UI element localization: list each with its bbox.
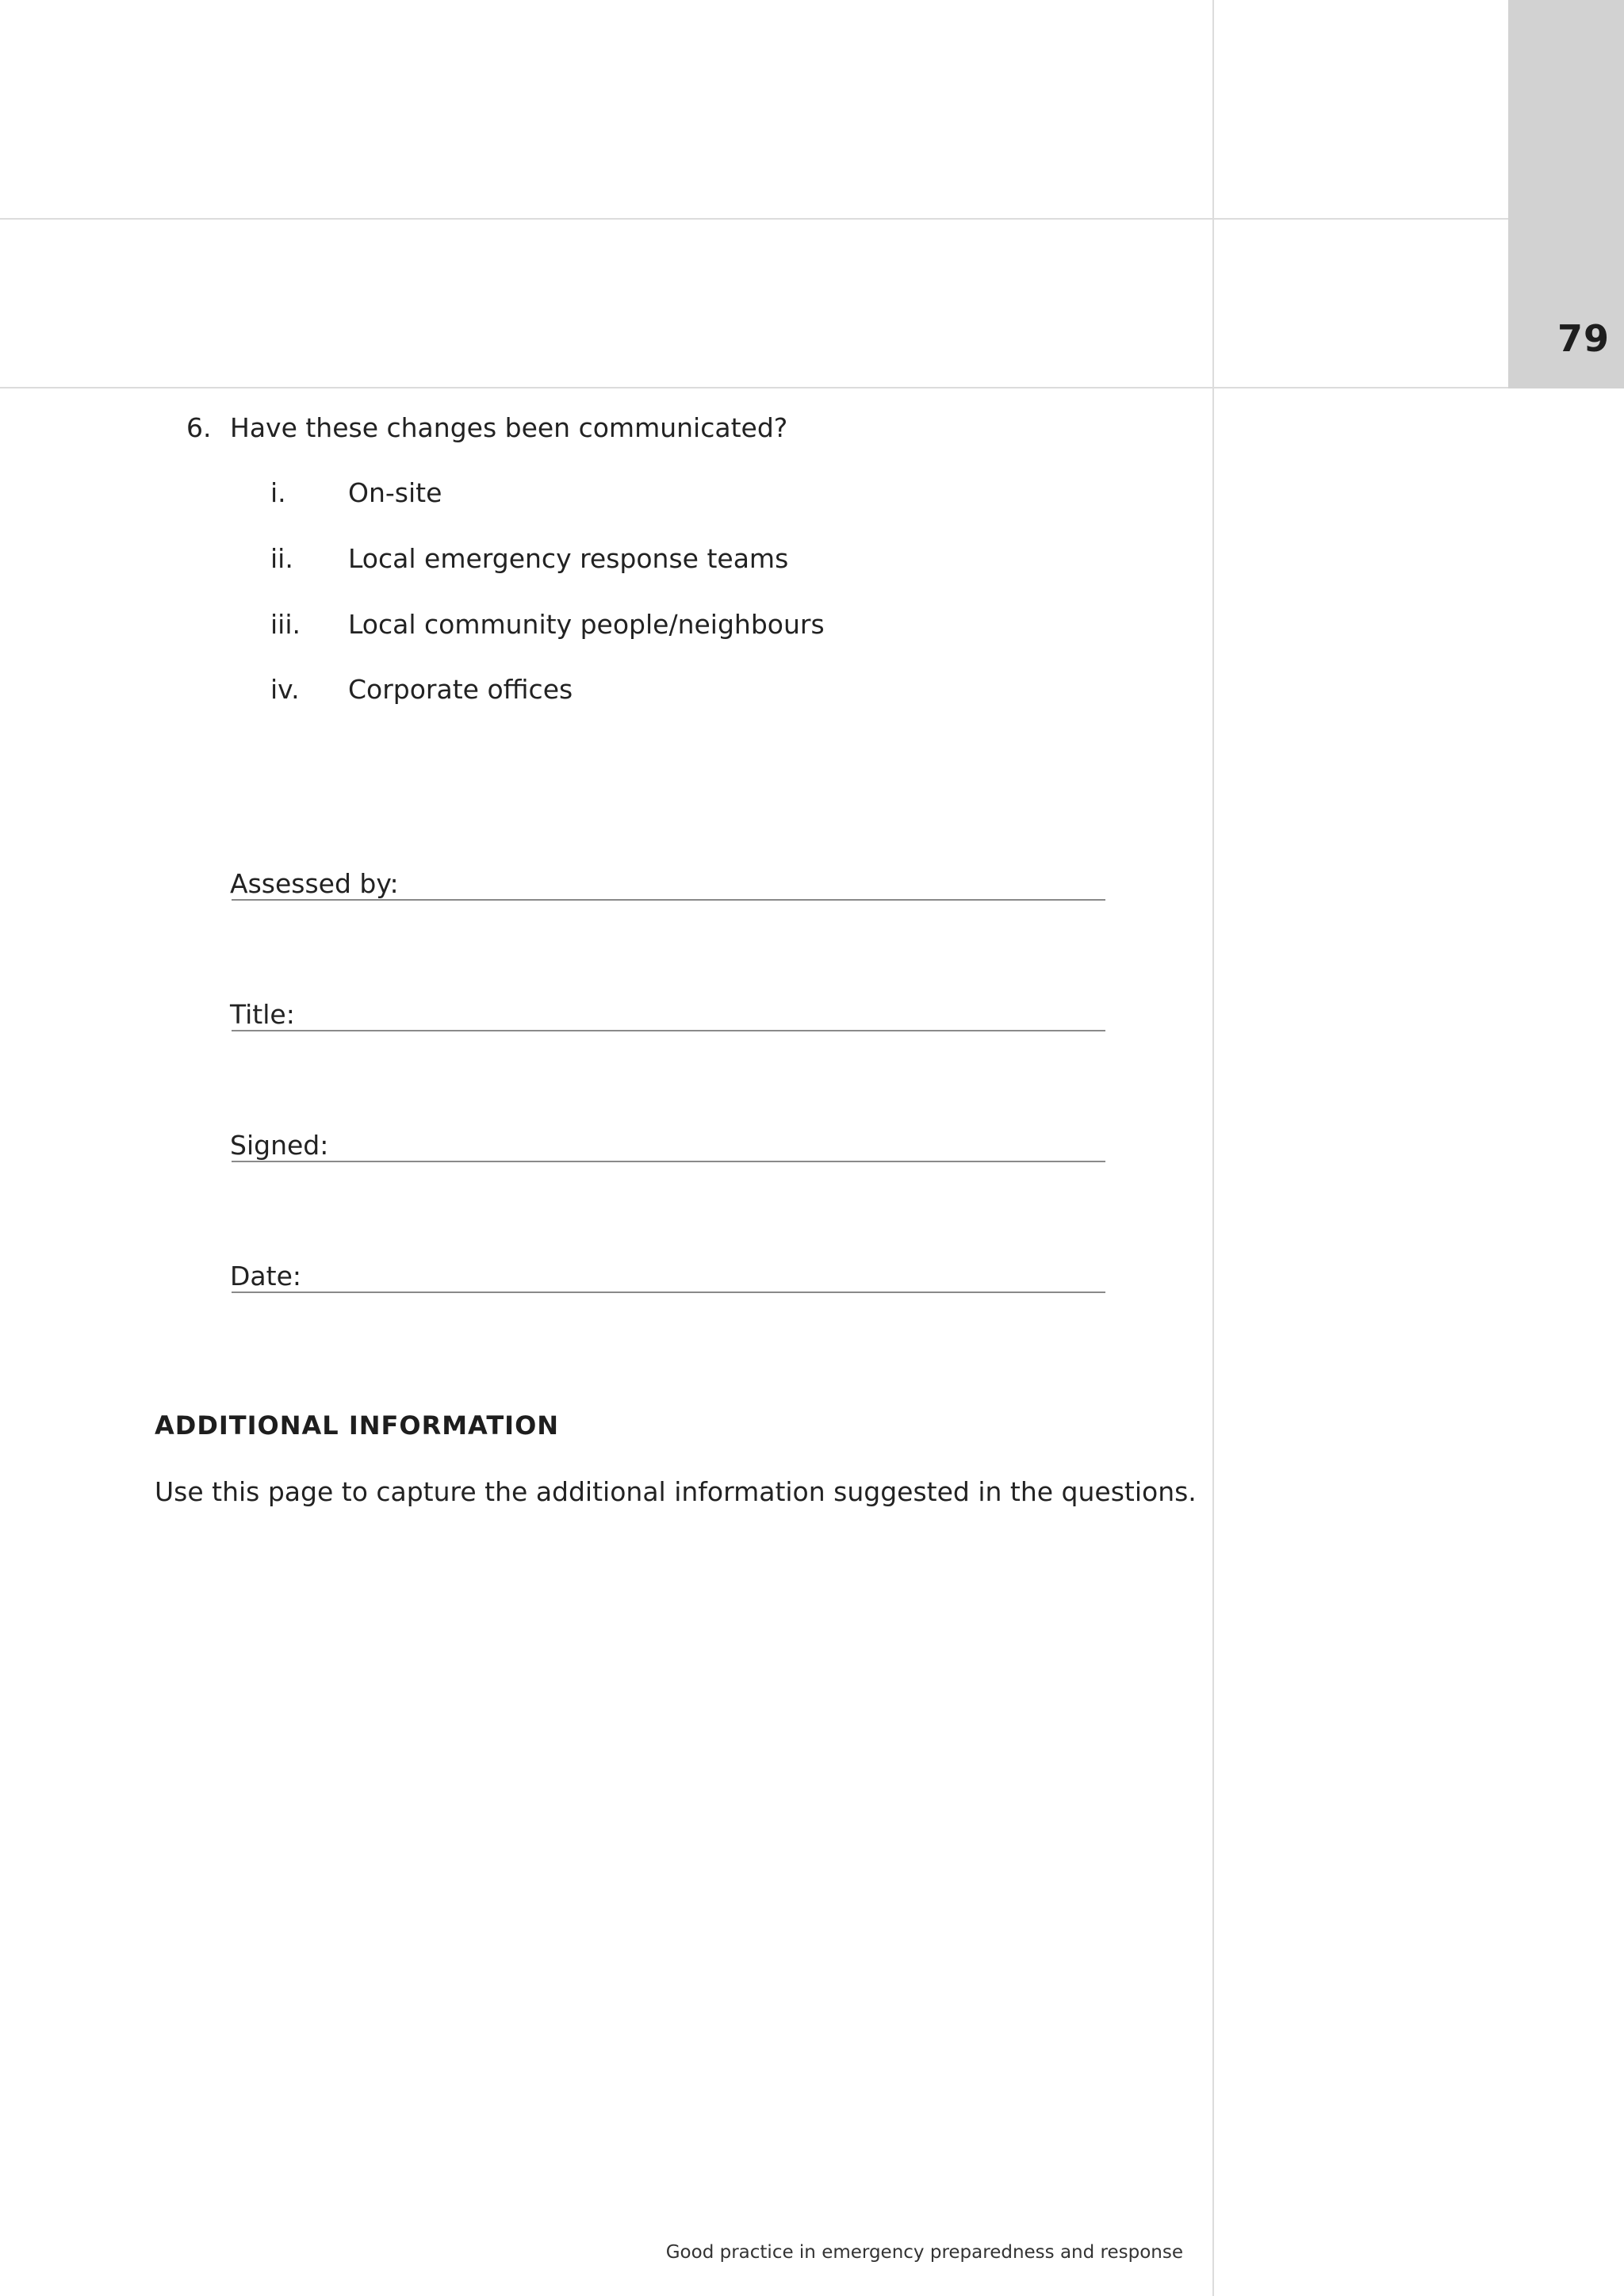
date-line[interactable] <box>232 1292 1105 1293</box>
signed-line[interactable] <box>232 1161 1105 1162</box>
running-footer: Good practice in emergency preparedness and response <box>665 2242 1183 2263</box>
option-numeral: iii. <box>270 609 301 640</box>
signed-label: Signed: <box>230 1130 329 1161</box>
page-number-tab <box>1508 0 1624 388</box>
header-rule-top <box>0 218 1508 220</box>
header-rule-bottom <box>0 387 1508 388</box>
option-label: Local emergency response teams <box>348 543 789 574</box>
margin-rule <box>1212 0 1214 2296</box>
option-numeral: ii. <box>270 543 293 574</box>
title-line[interactable] <box>232 1030 1105 1031</box>
option-label: Corporate offices <box>348 674 573 705</box>
option-numeral: iv. <box>270 674 300 705</box>
page-number: 79 <box>1557 317 1610 360</box>
assessed-by-line[interactable] <box>232 899 1105 901</box>
option-numeral: i. <box>270 477 286 508</box>
option-label: On-site <box>348 477 442 508</box>
question-number: 6. <box>186 412 212 443</box>
additional-info-body: Use this page to capture the additional information suggested in the questions. <box>155 1476 1197 1507</box>
question-text: Have these changes been communicated? <box>230 412 788 443</box>
option-label: Local community people/neighbours <box>348 609 825 640</box>
title-label: Title: <box>230 999 295 1030</box>
assessed-by-label: Assessed by: <box>230 868 399 899</box>
date-label: Date: <box>230 1261 301 1292</box>
additional-info-heading: ADDITIONAL INFORMATION <box>155 1410 560 1441</box>
